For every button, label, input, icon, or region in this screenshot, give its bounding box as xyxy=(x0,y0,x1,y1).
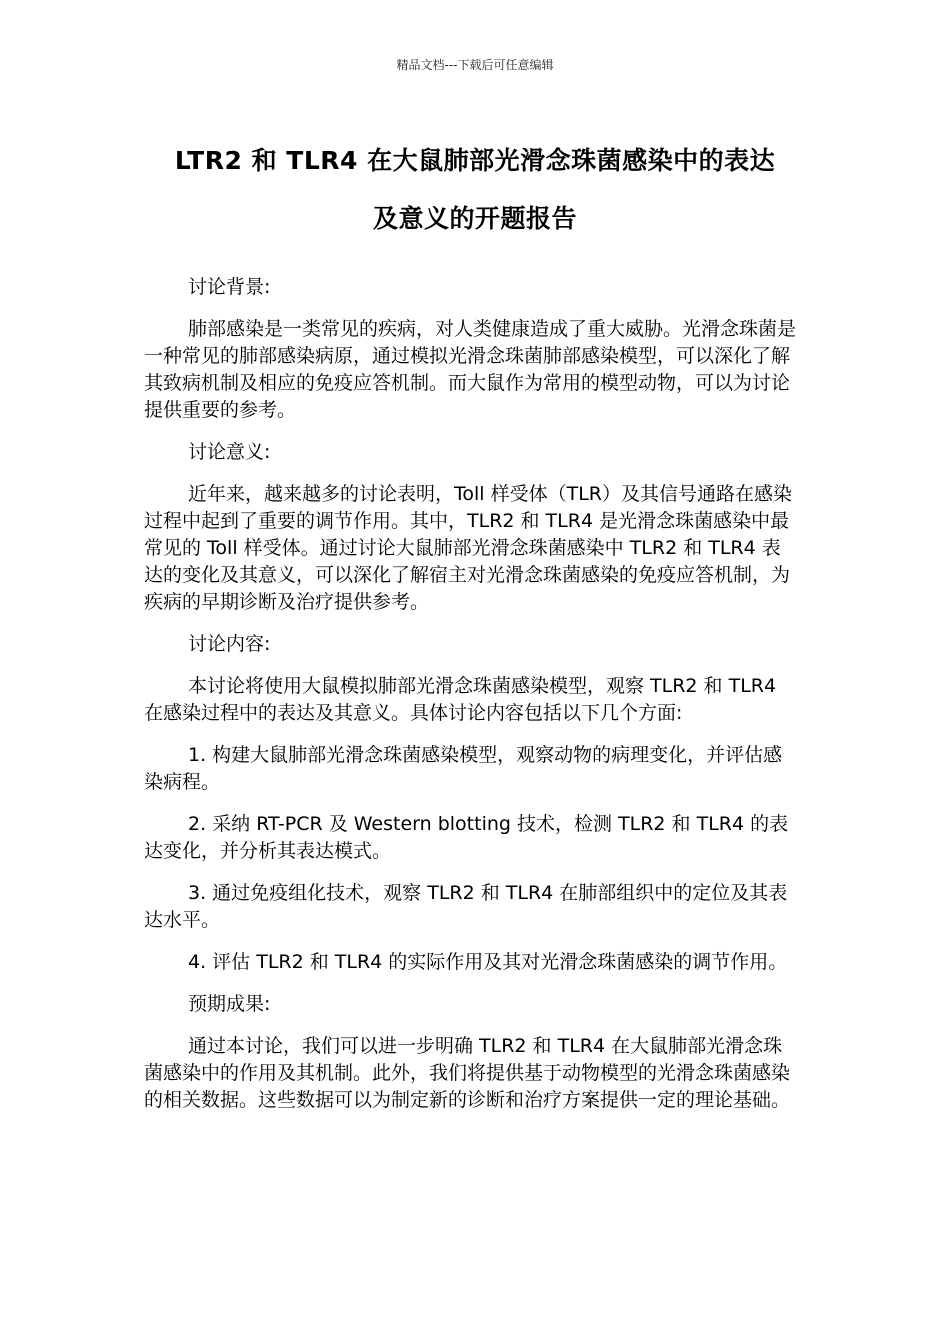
significance-paragraph: 近年来，越来越多的讨论表明，Toll 样受体（TLR）及其信号通路在感染过程中起到了重要的调节作用。其中，TLR2 和 TLR4 是光滑念珠菌感染中最常见的 Toll 样受体。通过讨论大鼠肺部光滑念珠菌感染中 TLR2 和 TLR4 表达的变化及其意义，可以深化了解宿主对光滑念珠菌感染的免疫应答机制，为疾病的早期诊断及治疗提供参考。 xyxy=(144,483,792,613)
content-paragraph: 本讨论将使用大鼠模拟肺部光滑念珠菌感染模型，观察 TLR2 和 TLR4 在感染过程中的表达及其意义。具体讨论内容包括以下几个方面: xyxy=(144,675,777,724)
content-heading: 讨论内容: xyxy=(188,633,271,655)
results-heading: 预期成果: xyxy=(188,993,271,1015)
title-line-2: 及意义的开题报告 xyxy=(372,204,577,233)
results-paragraph: 通过本讨论，我们可以进一步明确 TLR2 和 TLR4 在大鼠肺部光滑念珠菌感染中的作用及其机制。此外，我们将提供基于动物模型的光滑念珠菌感染的相关数据。这些数据可以为制定新的诊断和治疗方案提供一定的理论基础。 xyxy=(144,1035,791,1111)
significance-heading: 讨论意义: xyxy=(188,441,271,463)
background-heading: 讨论背景: xyxy=(188,276,271,298)
document-title xyxy=(120,132,830,248)
background-paragraph: 肺部感染是一类常见的疾病，对人类健康造成了重大威胁。光滑念珠菌是一种常见的肺部感染病原，通过模拟光滑念珠菌肺部感染模型，可以深化了解其致病机制及相应的免疫应答机制。而大鼠作为常用的模型动物，可以为讨论提供重要的参考。 xyxy=(144,318,797,421)
header-note: 精品文档---下载后可任意编辑 xyxy=(396,58,554,72)
content-item-3: 3. 通过免疫组化技术，观察 TLR2 和 TLR4 在肺部组织中的定位及其表达水平。 xyxy=(144,882,788,931)
document-body xyxy=(144,274,799,1129)
title-line-1: LTR2 和 TLR4 在大鼠肺部光滑念珠菌感染中的表达 xyxy=(174,146,776,175)
content-item-1: 1. 构建大鼠肺部光滑念珠菌感染模型，观察动物的病理变化，并评估感染病程。 xyxy=(144,744,783,793)
content-item-2: 2. 采纳 RT-PCR 及 Western blotting 技术，检测 TLR2 和 TLR4 的表达变化，并分析其表达模式。 xyxy=(144,813,789,862)
content-item-4: 4. 评估 TLR2 和 TLR4 的实际作用及其对光滑念珠菌感染的调节作用。 xyxy=(188,951,788,973)
